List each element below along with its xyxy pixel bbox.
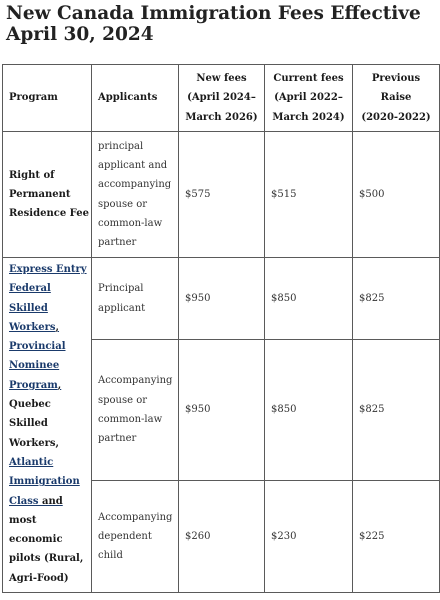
applicant-line: partner	[98, 433, 137, 445]
comma: ,	[55, 321, 60, 333]
text-line: Agri-Food)	[9, 572, 69, 584]
text-line: Workers,	[9, 437, 60, 449]
new-fee-cell: $950	[179, 340, 265, 481]
previous-raise-cell: $500	[353, 132, 440, 258]
link-line: Program	[9, 379, 58, 391]
current-fee-cell: $230	[265, 481, 353, 593]
table-row	[3, 132, 440, 258]
applicant-line: Principal	[98, 283, 144, 295]
express-entry-fsw-link[interactable]	[9, 260, 91, 337]
applicant-line: Accompanying	[98, 511, 173, 523]
program-cell-economic	[3, 258, 92, 593]
program-line: Residence Fee	[9, 208, 89, 220]
page-title: New Canada Immigration Fees Effective April 30, 2024	[6, 3, 421, 45]
link-line: Workers	[9, 321, 56, 333]
new-fee-cell: $950	[179, 258, 265, 340]
link-line: Provincial	[9, 341, 66, 353]
header-line: Previous Raise	[371, 73, 421, 104]
applicant-line: spouse or	[98, 394, 148, 406]
text-line: Skilled	[9, 418, 48, 430]
applicant-line: partner	[98, 237, 137, 249]
applicant-line: child	[98, 550, 123, 562]
applicant-line: Accompanying	[98, 375, 173, 387]
applicant-line: common-law	[98, 217, 163, 229]
comma: ,	[57, 379, 62, 391]
applicant-line: accompanying	[98, 179, 172, 191]
applicant-line: applicant and	[98, 159, 168, 171]
current-fee-cell: $850	[265, 340, 353, 481]
program-cell-prf	[3, 132, 92, 258]
new-fee-cell: $575	[179, 132, 265, 258]
applicants-cell	[92, 258, 179, 340]
link-line: Express Entry	[9, 264, 87, 275]
header-previous-raise	[353, 65, 440, 132]
header-applicants: Applicants	[92, 65, 179, 132]
applicant-line: applicant	[98, 302, 146, 314]
header-current-fees	[265, 65, 353, 132]
link-line: Class	[9, 495, 39, 507]
link-line: Immigration	[9, 476, 80, 488]
table-header-row	[3, 65, 440, 132]
text-line: most	[9, 514, 37, 526]
header-line: New fees	[196, 73, 247, 85]
link-line: Nominee	[9, 360, 60, 372]
applicant-line: principal	[98, 140, 144, 152]
applicants-cell	[92, 340, 179, 481]
table-row	[3, 258, 440, 340]
applicant-line: common-law	[98, 414, 163, 425]
header-line: (2020-2022)	[361, 111, 431, 123]
link-line: Atlantic	[9, 456, 54, 468]
atlantic-immigration-link[interactable]	[9, 453, 91, 511]
current-fee-cell: $515	[265, 132, 353, 258]
link-line: Skilled	[9, 302, 48, 314]
applicant-line: dependent	[98, 530, 152, 542]
provincial-nominee-link[interactable]	[9, 337, 91, 395]
previous-raise-cell: $225	[353, 481, 440, 593]
header-line: March 2026)	[185, 111, 258, 123]
applicants-cell	[92, 132, 179, 258]
new-fee-cell: $260	[179, 481, 265, 593]
header-program: Program	[3, 65, 92, 132]
program-line: Right of	[9, 169, 55, 181]
applicant-line: spouse or	[98, 198, 148, 210]
text-line: Quebec	[9, 399, 51, 411]
current-fee-cell: $850	[265, 258, 353, 340]
header-line: (April 2022–	[274, 92, 343, 104]
text-line: economic	[9, 534, 63, 546]
quebec-text	[9, 395, 91, 453]
fees-table	[2, 64, 440, 593]
header-line: (April 2024–	[187, 92, 256, 104]
link-line: Federal	[9, 283, 51, 295]
previous-raise-cell: $825	[353, 258, 440, 340]
economic-pilots-text	[9, 511, 91, 588]
text-line: pilots (Rural,	[9, 553, 84, 565]
program-line: Permanent	[9, 188, 71, 200]
applicants-cell	[92, 481, 179, 593]
header-line: Current fees	[273, 73, 344, 85]
and-text: and	[38, 495, 63, 507]
previous-raise-cell: $825	[353, 340, 440, 481]
header-line: March 2024)	[272, 111, 345, 123]
header-new-fees	[179, 65, 265, 132]
